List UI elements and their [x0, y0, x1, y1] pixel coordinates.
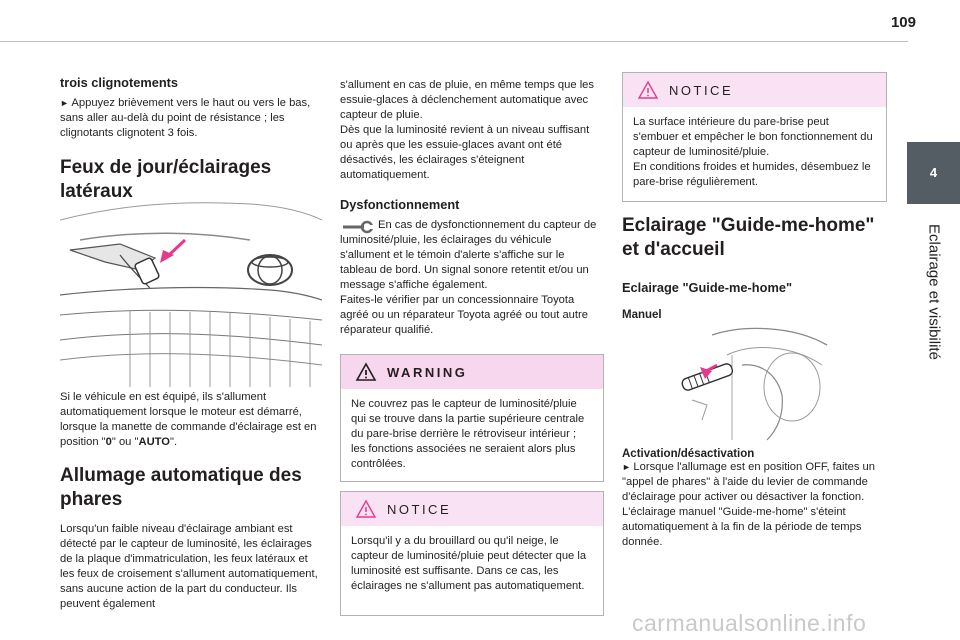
header-rule: [0, 41, 908, 42]
chapter-tab[interactable]: 4: [907, 142, 960, 204]
watermark: carmanualsonline.info: [632, 610, 867, 636]
notice-label-2: NOTICE: [669, 82, 734, 98]
paragraph-continuation: s'allument en cas de pluie, en même temps que les essuie-glaces à déclenchement automatique avec capteur de pluie.: [340, 79, 594, 121]
notice-box-1: [340, 491, 604, 616]
wrench-icon: [340, 218, 374, 236]
heading-allumage-automatique: Allumage automatique des phares: [60, 465, 302, 510]
warning-box: [340, 354, 604, 482]
heading-guide-me-home: Eclairage "Guide-me-home" et d'accueil: [622, 215, 875, 260]
notice-text-1: Lorsqu'il y a du brouillard ou qu'il neige, le capteur de luminosité/pluie peut détecter que la luminosité est suffisante. Dans ce cas, les éclairages ne s'allument pas automatiquement.: [351, 535, 587, 592]
heading-dysfonctionnement: Dysfonctionnement: [340, 197, 460, 212]
heading-trois-clignotements: trois clignotements: [60, 75, 179, 90]
paragraph-appuyez: ► Appuyez brièvement vers le haut ou vers le bas, sans aller au-delà du point de résistance ; les clignotants clignotent 3 fois.: [60, 96, 325, 141]
paragraph-si-le-vehicule: Si le véhicule en est équipé, ils s'allument automatiquement lorsque le moteur est démarré, lorsque la manette de commande d'éclairage est en position "0" ou "AUTO".: [60, 391, 317, 448]
heading-manuel: Manuel: [622, 309, 662, 321]
car-front-illustration: [60, 200, 322, 387]
heading-guide-me-home-sub: Eclairage "Guide-me-home": [622, 280, 793, 295]
notice-text-2a: La surface intérieure du pare-brise peut s'embuer et empêcher le bon fonctionnement du capteur de luminosité/pluie.: [633, 116, 873, 158]
paragraph-lorsquun: Lorsqu'un faible niveau d'éclairage ambiant est détecté par le capteur de luminosité, les éclairages de la plaque d'immatriculation, les feux latéraux et les feux de croisement s'allument automatiquement, sans aucune action de la part du conducteur. Ils peuvent également: [60, 523, 318, 610]
notice-icon: [355, 499, 377, 519]
column-3: [622, 214, 887, 327]
column-1-lower: [60, 390, 325, 612]
column-3-lower: [622, 448, 887, 550]
warning-text: Ne couvrez pas le capteur de luminosité/pluie qui se trouve dans la partie supérieure centrale du pare-brise derrière le rétroviseur intérieur ; les fonctions associées ne seraient alors plus contrôlées.: [351, 398, 585, 470]
column-2: [340, 78, 602, 338]
chapter-title: Eclairage et visibilité: [925, 224, 943, 360]
paragraph-lorsque: ► Lorsque l'allumage est en position OFF, faites un "appel de phares" à l'aide du levier de commande d'éclairage pour activer ou désactiver la fonction.: [622, 460, 887, 505]
paragraph-leclairage: L'éclairage manuel "Guide-me-home" s'éteint automatiquement à la fin de la période de temps donnée.: [622, 506, 862, 548]
notice-label-1: NOTICE: [387, 501, 452, 517]
heading-feux-de-jour: Feux de jour/éclairages latéraux: [60, 157, 272, 202]
heading-activation: Activation/désactivation: [622, 448, 755, 460]
column-1: [60, 75, 325, 204]
paragraph-faites: Faites-le vérifier par un concessionnaire Toyota agréé ou un réparateur Toyota agréé ou tout autre réparateur qualifié.: [340, 294, 588, 336]
warning-icon: [355, 362, 377, 382]
warning-label: WARNING: [387, 364, 468, 380]
paragraph-des-que: Dès que la luminosité revient à un niveau suffisant ou après que les essuie-glaces avant ont été désactivés, les éclairages s'éteignent automatiquement.: [340, 124, 590, 181]
notice-text-2b: En conditions froides et humides, désembuez le pare-brise régulièrement.: [633, 161, 871, 188]
steering-wheel-illustration: [672, 325, 832, 443]
notice-icon: [637, 80, 659, 100]
notice-box-2: [622, 72, 887, 202]
paragraph-dysfonctionnement: En cas de dysfonctionnement du capteur de luminosité/pluie, les éclairages du véhicule s'allument et le témoin d'alerte s'affiche sur le tableau de bord. Un signal sonore retentit et/ou un message s'affiche également.: [340, 219, 597, 291]
page-number: 109: [890, 14, 916, 31]
